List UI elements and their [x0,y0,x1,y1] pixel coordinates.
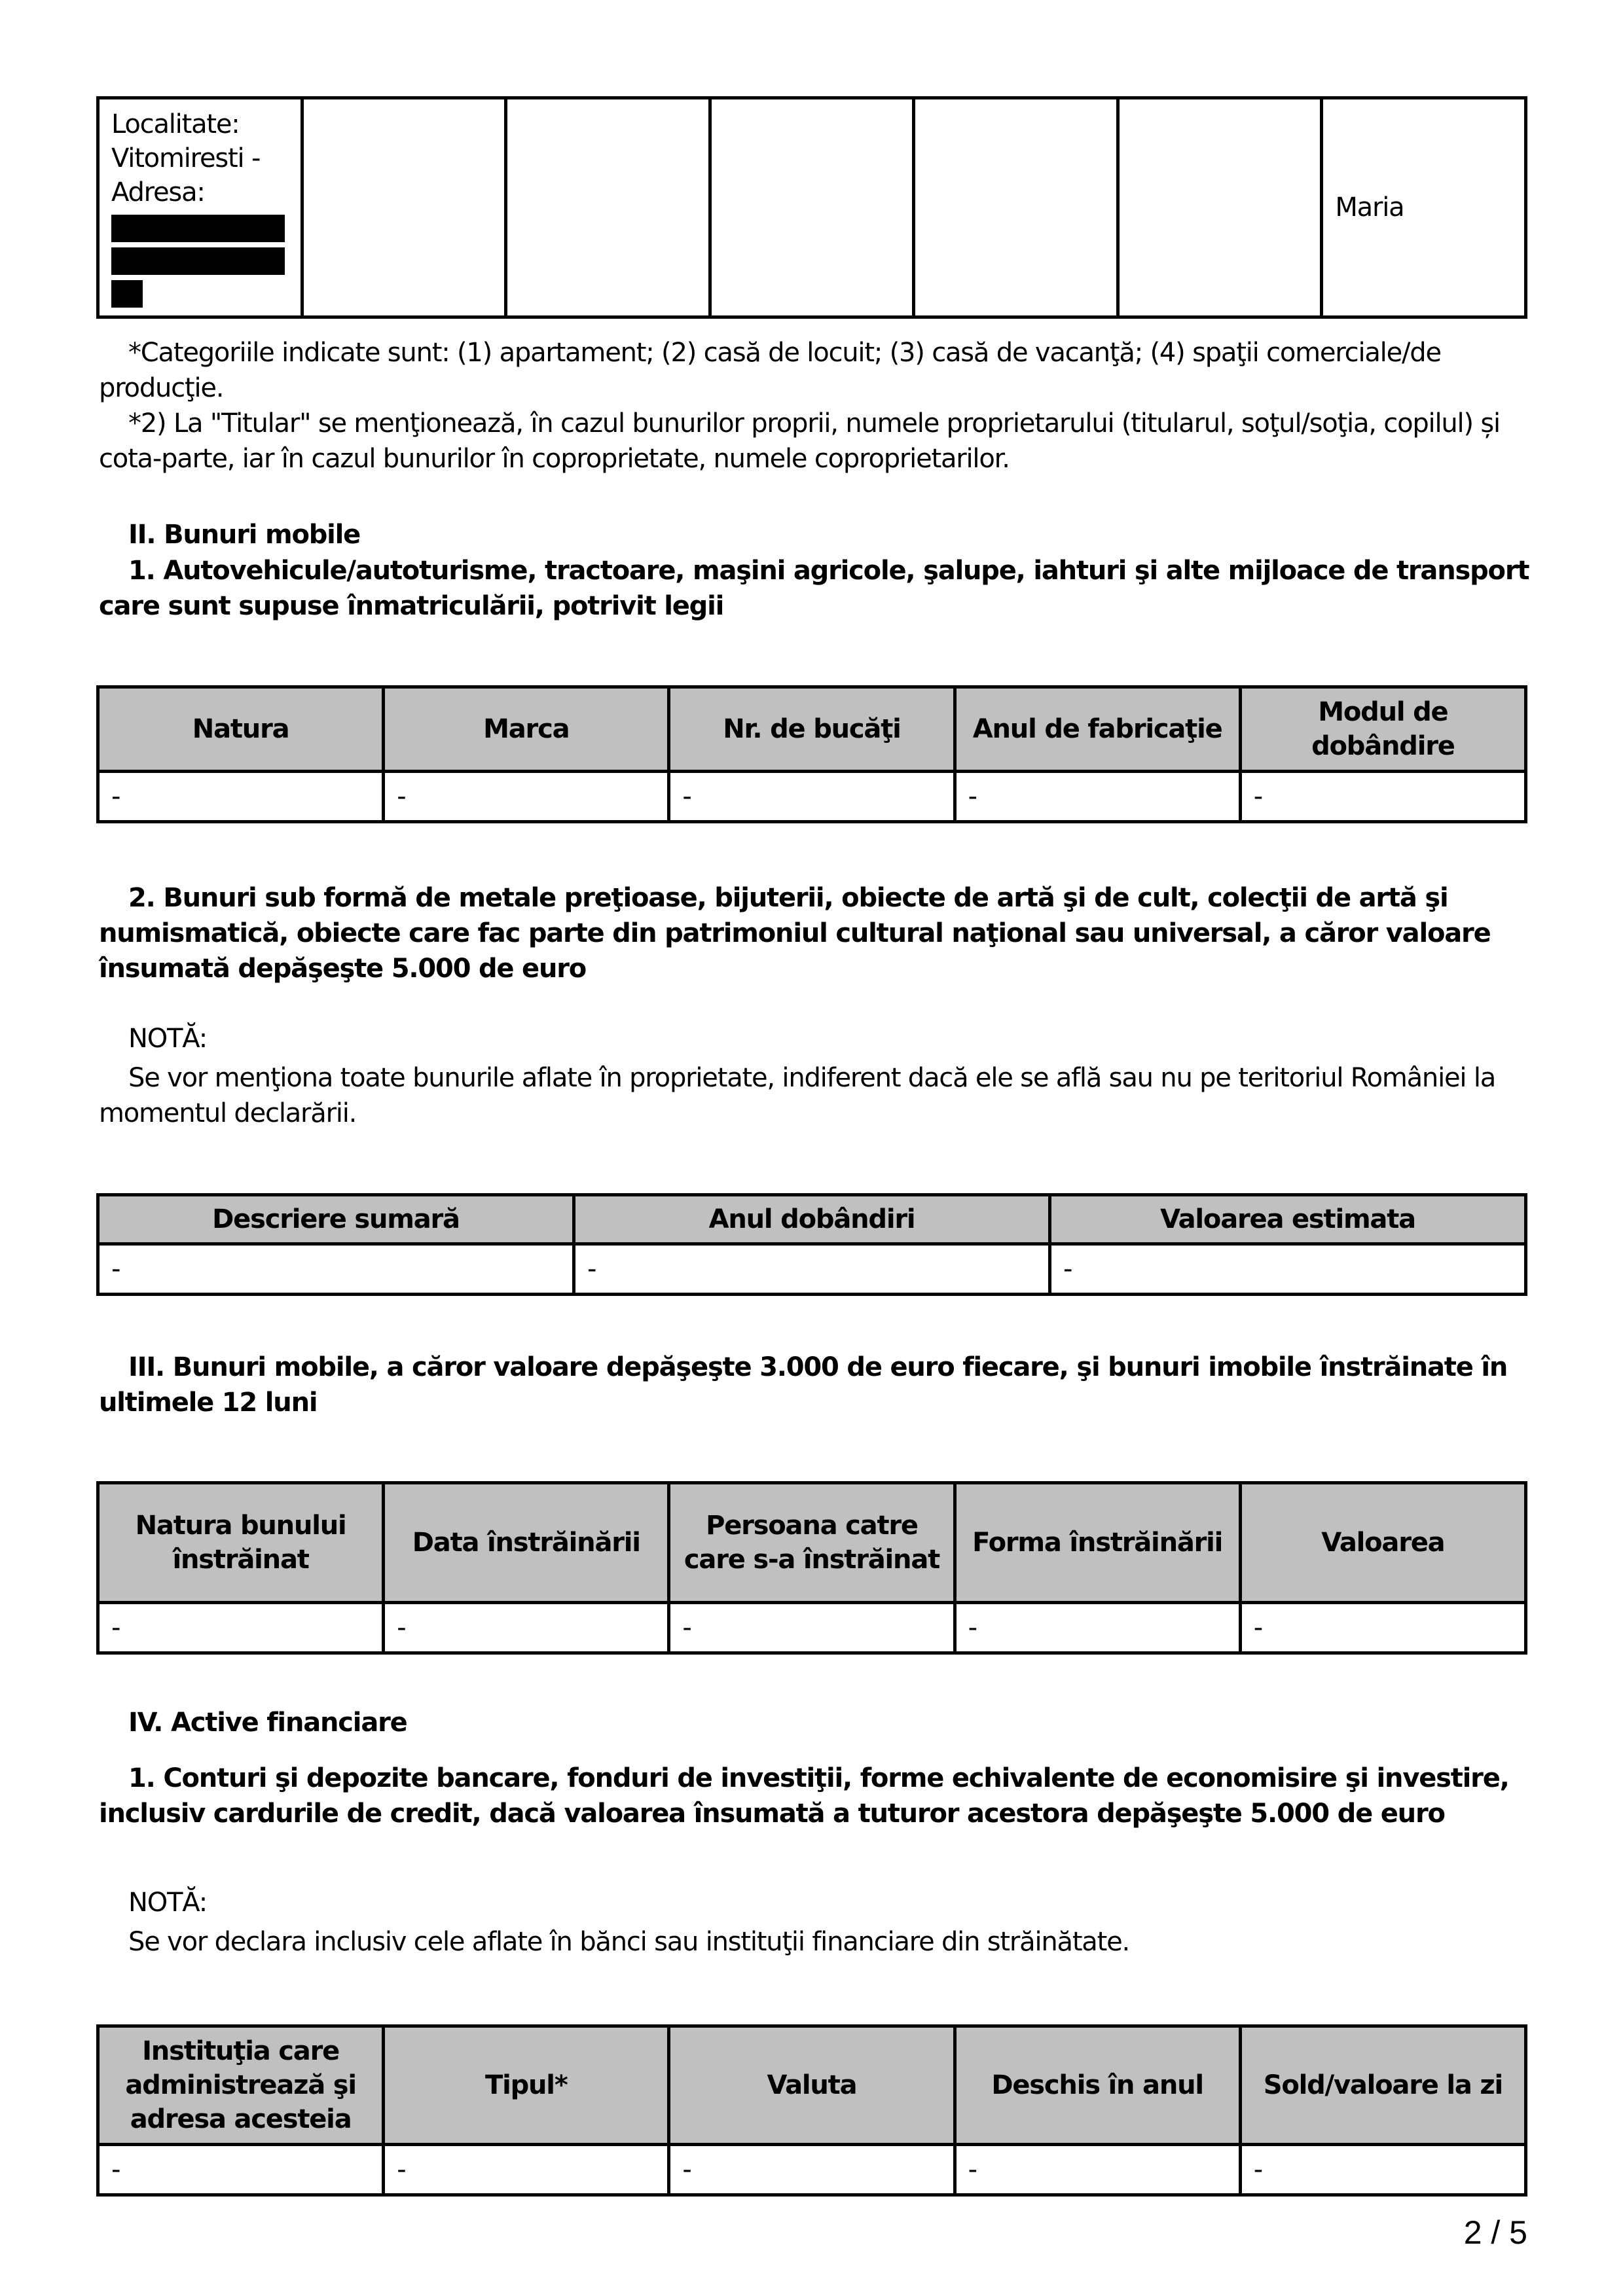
valuables-table [96,1193,1527,1296]
table-row [98,1244,1526,1295]
table-header-row [98,687,1526,772]
note-text: Se vor menţiona toate bunurile aflate în proprietate, indiferent dacă ele se află sau nu pe teritoriul României la momentul declarării. [99,1063,1496,1128]
table-cell: - [669,772,955,822]
column-header: Anul dobândiri [574,1195,1050,1244]
location-value: Vitomiresti - [111,143,261,173]
note-label: NOTĂ: [128,1888,207,1918]
table-cell: - [384,2145,669,2195]
column-header: Valuta [669,2026,955,2145]
footnote-titular: *2) La "Titular" se menţionează, în cazul bunurilor proprii, numele proprietarului (titularul, soţul/soţia, copilul) și cota-parte, iar în cazul bunurilor în coproprietate, numele coproprietarilor. [99,408,1500,474]
column-header: Natura bunului înstrăinat [98,1483,384,1603]
column-header: Modul de dobândire [1240,687,1525,772]
address-label: Adresa: [111,177,205,207]
table-cell [710,98,914,317]
column-header: Forma înstrăinării [955,1483,1240,1603]
table-cell: - [98,772,384,822]
table-cell: - [669,1603,955,1653]
column-header: Natura [98,687,384,772]
column-header: Valoarea [1240,1483,1525,1603]
table-cell: - [98,1244,574,1295]
note-text: Se vor declara inclusiv cele aflate în bănci sau instituţii financiare din străinătate. [128,1927,1130,1957]
table-cell [914,98,1118,317]
property-table [96,96,1527,319]
footnote-categories: *Categoriile indicate sunt: (1) apartament; (2) casă de locuit; (3) casă de vacanţă; (4) spaţii comerciale/de producţie. [99,338,1441,403]
table-cell: - [1050,1244,1526,1295]
location-label: Localitate: [111,109,240,139]
column-header: Anul de fabricaţie [955,687,1240,772]
vehicles-table [96,685,1527,823]
table-cell [506,98,710,317]
table-cell: - [955,1603,1240,1653]
table-cell: - [1240,2145,1525,2195]
section-ii-2-title: 2. Bunuri sub formă de metale preţioase, bijuterii, obiecte de artă şi de cult, colecţii de artă şi numismatică, obiecte care fac parte din patrimoniul cultural naţional sau universal, a căror valoare însumată depăşeşte 5.000 de euro [99,883,1491,984]
table-row [98,1603,1526,1653]
column-header: Nr. de bucăţi [669,687,955,772]
table-cell: - [1240,772,1525,822]
table-cell: - [955,772,1240,822]
location-cell [98,98,302,317]
column-header: Sold/valoare la zi [1240,2026,1525,2145]
table-cell: - [384,1603,669,1653]
column-header: Persoana catre care s-a înstrăinat [669,1483,955,1603]
section-iii-title: III. Bunuri mobile, a căror valoare depăşeşte 3.000 de euro fiecare, şi bunuri imobile înstrăinate în ultimele 12 luni [99,1352,1508,1418]
section-ii-1-title: 1. Autovehicule/autoturisme, tractoare, maşini agricole, şalupe, iahturi şi alte mijloace de transport care sunt supuse înmatriculării, potrivit legii [99,556,1529,621]
column-header: Instituţia care administrează şi adresa acesteia [98,2026,384,2145]
column-header: Deschis în anul [955,2026,1240,2145]
titular-cell: Maria [1322,98,1526,317]
column-header: Marca [384,687,669,772]
table-row [98,2145,1526,2195]
column-header: Data înstrăinării [384,1483,669,1603]
table-header-row [98,2026,1526,2145]
table-header-row [98,1195,1526,1244]
alienated-assets-table [96,1481,1527,1655]
section-ii-title: II. Bunuri mobile [128,520,361,550]
note-label: NOTĂ: [128,1024,207,1054]
table-header-row [98,1483,1526,1603]
table-cell: - [98,2145,384,2195]
table-row [98,98,1526,317]
column-header: Valoarea estimata [1050,1195,1526,1244]
section-iv-1-title: 1. Conturi şi depozite bancare, fonduri de investiţii, forme echivalente de economisire şi investire, inclusiv cardurile de credit, dacă valoarea însumată a tuturor acestora depăşeşte 5.000 de euro [99,1763,1509,1829]
redaction-bar [111,215,285,242]
table-row [98,772,1526,822]
table-cell [302,98,506,317]
table-cell [1118,98,1322,317]
bank-accounts-table [96,2024,1527,2197]
table-cell: - [955,2145,1240,2195]
table-cell: - [384,772,669,822]
column-header: Descriere sumară [98,1195,574,1244]
redaction-bar [111,280,143,308]
redaction-bar [111,247,285,275]
table-cell: - [669,2145,955,2195]
section-iv-title: IV. Active financiare [128,1708,407,1738]
table-cell: - [98,1603,384,1653]
column-header: Tipul* [384,2026,669,2145]
page-number: 2 / 5 [1463,2214,1527,2251]
table-cell: - [574,1244,1050,1295]
table-cell: - [1240,1603,1525,1653]
